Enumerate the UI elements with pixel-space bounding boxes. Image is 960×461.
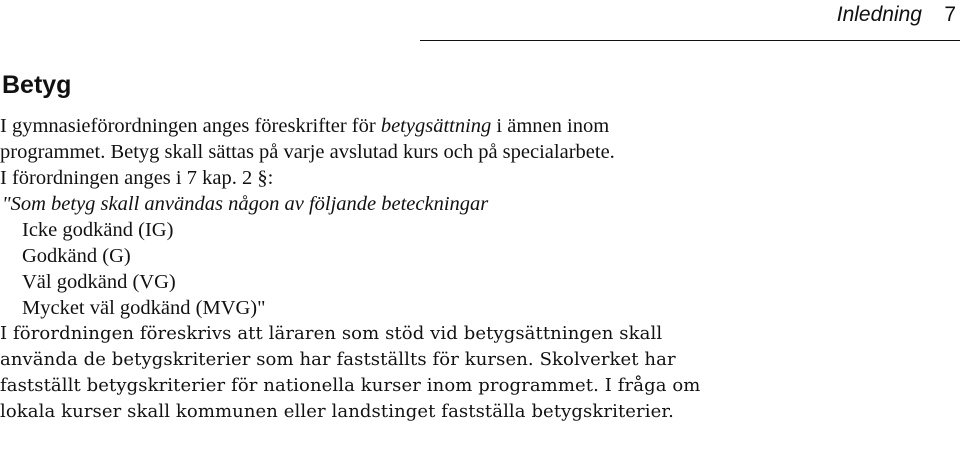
body-text	[0, 113, 960, 425]
running-head: Inledning	[836, 3, 922, 26]
paragraph1-line3: I förordningen anges i 7 kap. 2 §:	[0, 167, 274, 189]
page-header	[0, 0, 960, 41]
paragraph2-line: I förordningen föreskrivs att läraren som stöd vid betygsättningen skall	[0, 323, 663, 344]
emphasis-betygsattning: betygsättning	[380, 115, 492, 137]
paragraph1-line1-post: i ämnen inom	[491, 115, 610, 137]
header-rule	[420, 40, 960, 41]
quote-intro: "Som betyg skall användas någon av följande beteckningar	[2, 193, 489, 215]
grade-item: Godkänd (G)	[22, 245, 131, 267]
paragraph2-line: lokala kurser skall kommunen eller landstinget fastställa betygskriterier.	[0, 401, 674, 422]
paragraph2-line: fastställt betygskriterier för nationella kurser inom programmet. I fråga om	[0, 375, 701, 396]
paragraph1-line2: programmet. Betyg skall sättas på varje avslutad kurs och på specialarbete.	[0, 141, 615, 163]
grade-item: Väl godkänd (VG)	[22, 271, 176, 293]
paragraph2-line: använda de betygskriterier som har fastställts för kursen. Skolverket har	[0, 349, 676, 370]
paragraph1-line1	[0, 113, 960, 139]
grade-item: Icke godkänd (IG)	[22, 219, 174, 241]
grade-item: Mycket väl godkänd (MVG)"	[22, 297, 266, 319]
page-number: 7	[944, 3, 956, 26]
paragraph1-line1-pre: I gymnasieförordningen anges föreskrifter för	[0, 115, 381, 137]
section-heading: Betyg	[2, 71, 72, 99]
